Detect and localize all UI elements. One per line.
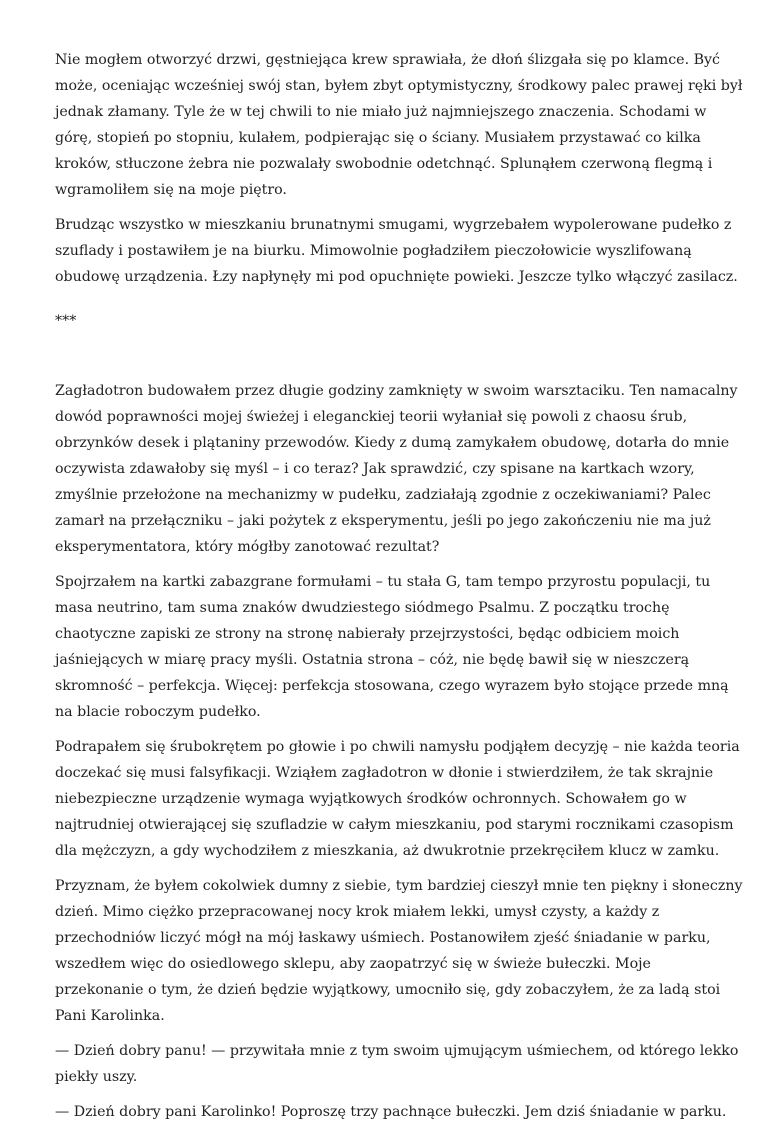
scene-separator: *** [55, 313, 77, 329]
paragraph: Brudząc wszystko w mieszkaniu brunatnymi smugami, wygrzebałem wypolerowane pudełko z szuflady i postawiłem je na biurku. Mimowolnie pogładziłem pieczołowicie wyszlifowaną obudowę urządzenia. Łzy napłynęły mi pod opuchnięte powieki. Jeszcze tylko włączyć zasilacz. [55, 217, 738, 285]
paragraph: Nie mogłem otworzyć drzwi, gęstniejąca krew sprawiała, że dłoń ślizgała się po klamce. Być może, oceniając wcześniej swój stan, byłem zbyt optymistyczny, środkowy palec prawej ręki był jednak złamany. Tyle że w tej chwili to nie miało już najmniejszego znaczenia. Schodami w górę, stopień po stopniu, kulałem, podpierając się o ściany. Musiałem przystawać co kilka kroków, stłuczone żebra nie pozwalały swobodnie odetchnąć. Splunąłem czerwoną flegmą i wgramoliłem się na moje piętro. [55, 52, 743, 198]
paragraph: Spojrzałem na kartki zabazgrane formułami – tu stała G, tam tempo przyrostu populacji, tu masa neutrino, tam suma znaków dwudziestego siódmego Psalmu. Z początku trochę chaotyczne zapiski ze strony na stronę nabierały przejrzystości, będąc odbiciem moich jaśniejących w miarę pracy myśli. Ostatnia strona – cóż, nie będę bawił się w nieszczerą skromność – perfekcja. Więcej: perfekcja stosowana, czego wyrazem było stojące przede mną na blacie roboczym pudełko. [55, 574, 729, 720]
paragraph: Podrapałem się śrubokrętem po głowie i po chwili namysłu podjąłem decyzję – nie każda teoria doczekać się musi falsyfikacji. Wziąłem zagładotron w dłonie i stwierdziłem, że tak skrajnie niebezpieczne urządzenie wymaga wyjątkowych środków ochronnych. Schowałem go w najtrudniej otwierającej się szufladzie w całym mieszkaniu, pod starymi rocznikami czasopism dla mężczyzn, a gdy wychodziłem z mieszkania, aż dwukrotnie przekręciłem klucz w zamku. [55, 739, 740, 859]
dialogue-line: — Dzień dobry pani Karolinko! Poproszę trzy pachnące bułeczki. Jem dziś śniadanie w parku. [55, 1104, 727, 1120]
document-page [55, 47, 743, 1134]
dialogue-line: — Dzień dobry panu! — przywitała mnie z tym swoim ujmującym uśmiechem, od którego lekko piekły uszy. [55, 1043, 739, 1085]
paragraph: Przyznam, że byłem cokolwiek dumny z siebie, tym bardziej cieszył mnie ten piękny i słoneczny dzień. Mimo ciężko przepracowanej nocy krok miałem lekki, umysł czysty, a każdy z przechodniów liczyć mógł na mój łaskawy uśmiech. Postanowiłem zjeść śniadanie w parku, wszedłem więc do osiedlowego sklepu, aby zaopatrzyć się w świeże bułeczki. Moje przekonanie o tym, że dzień będzie wyjątkowy, umocniło się, gdy zobaczyłem, że za ladą stoi Pani Karolinka. [55, 878, 743, 1024]
paragraph: Zagładotron budowałem przez długie godziny zamknięty w swoim warsztaciku. Ten namacalny dowód poprawności mojej świeżej i eleganckiej teorii wyłaniał się powoli z chaosu śrub, obrzynków desek i plątaniny przewodów. Kiedy z dumą zamykałem obudowę, dotarła do mnie oczywista zdawałoby się myśl – i co teraz? Jak sprawdzić, czy spisane na kartkach wzory, zmyślnie przełożone na mechanizmy w pudełku, zadziałają zgodnie z oczekiwaniami? Palec zamarł na przełączniku – jaki pożytek z eksperymentu, jeśli po jego zakończeniu nie ma już eksperymentatora, który mógłby zanotować rezultat? [55, 383, 738, 555]
